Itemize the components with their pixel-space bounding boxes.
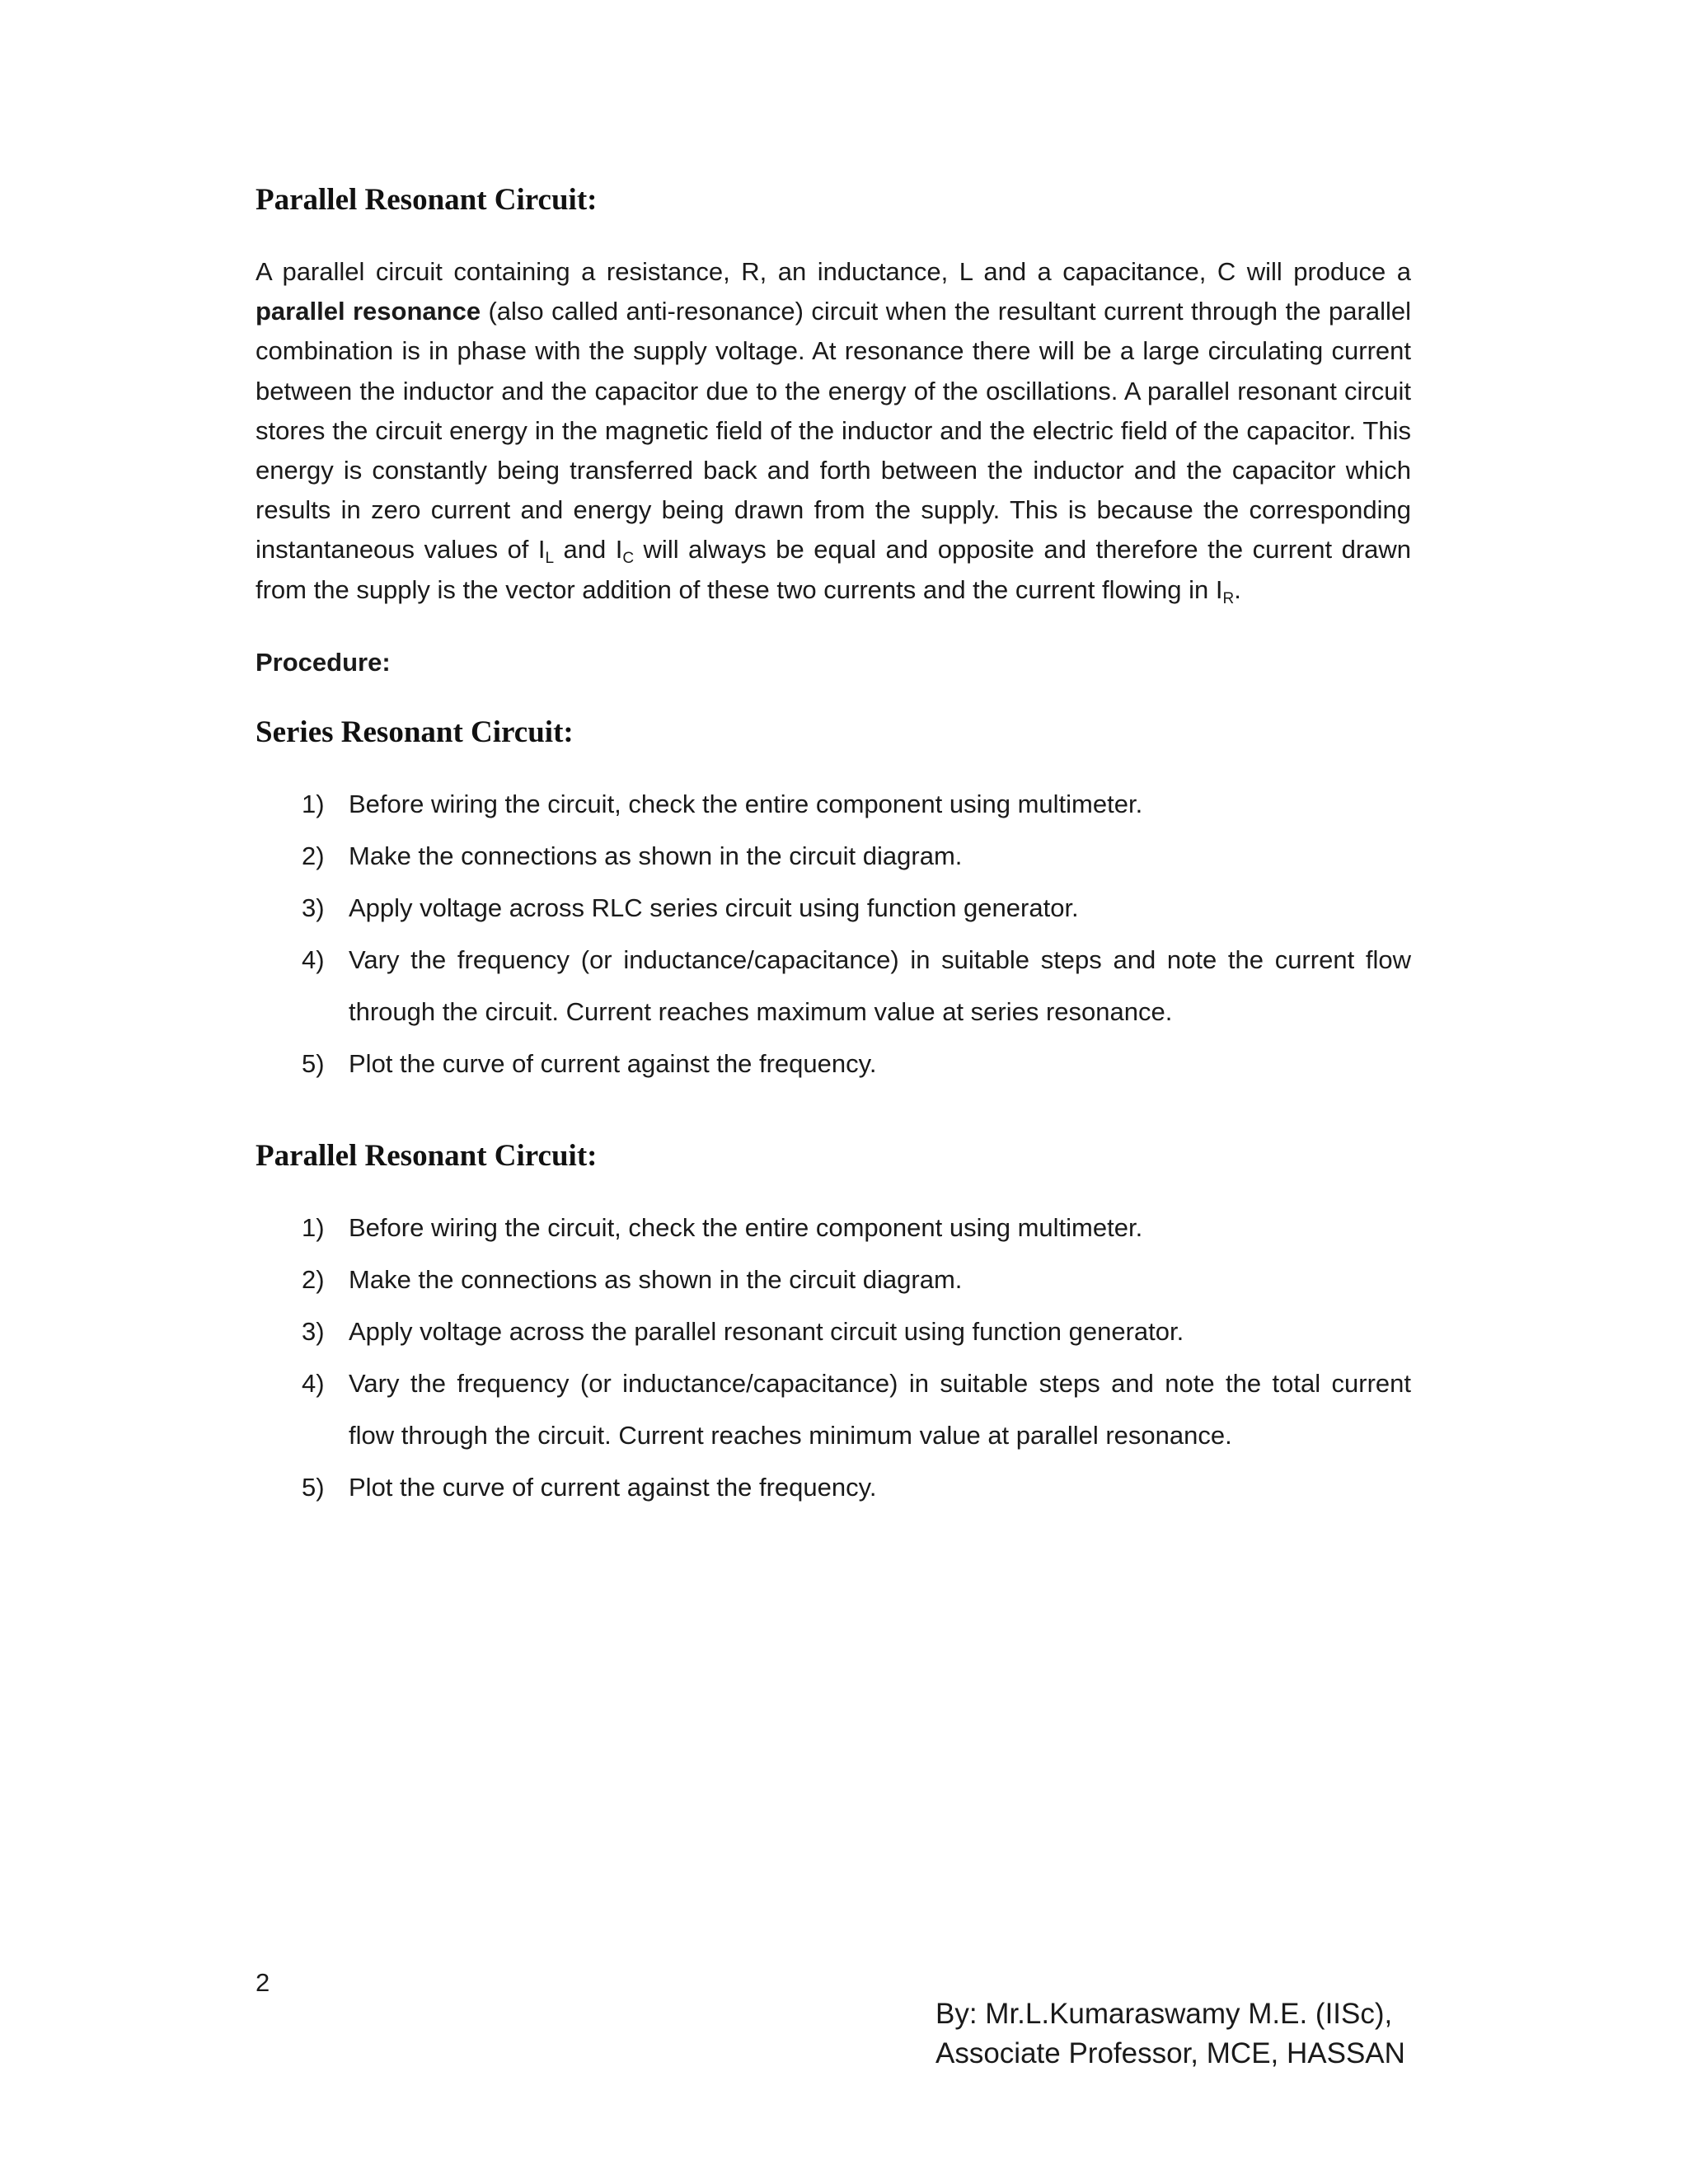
procedure-label: Procedure: xyxy=(256,647,391,677)
step-text: Apply voltage across RLC series circuit using function generator. xyxy=(349,893,1079,922)
series-step xyxy=(256,778,1411,830)
intro-text-3: and I xyxy=(554,535,623,565)
author-credit xyxy=(935,1994,1405,2074)
step-text: Plot the curve of current against the frequency. xyxy=(349,1048,877,1078)
series-step xyxy=(256,882,1411,934)
parallel-step xyxy=(256,1461,1411,1513)
series-section-heading: Series Resonant Circuit: xyxy=(256,715,574,749)
step-text: Before wiring the circuit, check the entire component using multimeter. xyxy=(349,789,1143,818)
step-number: 5) xyxy=(302,1048,325,1078)
step-text: Before wiring the circuit, check the entire component using multimeter. xyxy=(349,1212,1143,1242)
step-text: Make the connections as shown in the circuit diagram. xyxy=(349,841,963,870)
subscript-r: R xyxy=(1222,589,1235,607)
page-content xyxy=(256,181,1411,1513)
series-steps-list xyxy=(256,778,1411,1090)
step-number: 3) xyxy=(302,893,325,922)
step-number: 5) xyxy=(302,1472,325,1502)
step-number: 2) xyxy=(302,841,325,870)
author-credit-line-1: By: Mr.L.Kumaraswamy M.E. (IISc), xyxy=(935,1998,1393,2030)
step-text: Plot the curve of current against the frequency. xyxy=(349,1472,877,1502)
parallel-step xyxy=(256,1357,1411,1461)
author-credit-line-2: Associate Professor, MCE, HASSAN xyxy=(935,2037,1405,2069)
page-number: 2 xyxy=(256,1968,270,1997)
subscript-l: L xyxy=(545,550,555,568)
parallel-step xyxy=(256,1202,1411,1254)
step-number: 2) xyxy=(302,1264,325,1294)
intro-text-5: . xyxy=(1234,574,1241,604)
intro-text-1: A parallel circuit containing a resistance, R, an inductance, L and a capacitance, C will produce a xyxy=(256,257,1411,286)
series-step xyxy=(256,1038,1411,1090)
subscript-c: C xyxy=(622,550,635,568)
intro-bold-term: parallel resonance xyxy=(256,297,481,326)
parallel-section-heading: Parallel Resonant Circuit: xyxy=(256,1138,598,1173)
step-number: 4) xyxy=(302,1368,325,1398)
parallel-intro-heading: Parallel Resonant Circuit: xyxy=(256,183,598,217)
series-step xyxy=(256,830,1411,882)
step-text: Make the connections as shown in the circuit diagram. xyxy=(349,1264,963,1294)
parallel-intro-paragraph xyxy=(256,252,1411,610)
step-number: 3) xyxy=(302,1316,325,1346)
intro-text-4: will always be equal and opposite and therefore the current drawn from the supply is the vector addition of these two currents and the current flowing in I xyxy=(256,535,1412,604)
parallel-steps-list xyxy=(256,1202,1411,1513)
step-number: 1) xyxy=(302,1212,325,1242)
step-number: 1) xyxy=(302,789,325,818)
parallel-step xyxy=(256,1254,1411,1305)
intro-text-2: (also called anti-resonance) circuit when the resultant current through the parallel combination is in phase with the supply voltage. At resonance there will be a large circulating current between the inductor and the capacitor due to the energy of the oscillations. A parallel resonant circuit stores the circuit energy in the magnetic field of the inductor and the electric field of the capacitor. This energy is constantly being transferred back and forth between the inductor and the capacitor which results in zero current and energy being drawn from the supply. This is because the corresponding instantaneous values of I xyxy=(256,297,1411,565)
step-number: 4) xyxy=(302,944,325,974)
series-step xyxy=(256,934,1411,1038)
parallel-step xyxy=(256,1305,1411,1357)
step-text: Apply voltage across the parallel resonant circuit using function generator. xyxy=(349,1316,1184,1346)
step-text: Vary the frequency (or inductance/capacitance) in suitable steps and note the total current flow through the circuit. Current reaches minimum value at parallel resonance. xyxy=(349,1368,1411,1450)
step-text: Vary the frequency (or inductance/capacitance) in suitable steps and note the current flow through the circuit. Current reaches maximum value at series resonance. xyxy=(349,944,1411,1026)
